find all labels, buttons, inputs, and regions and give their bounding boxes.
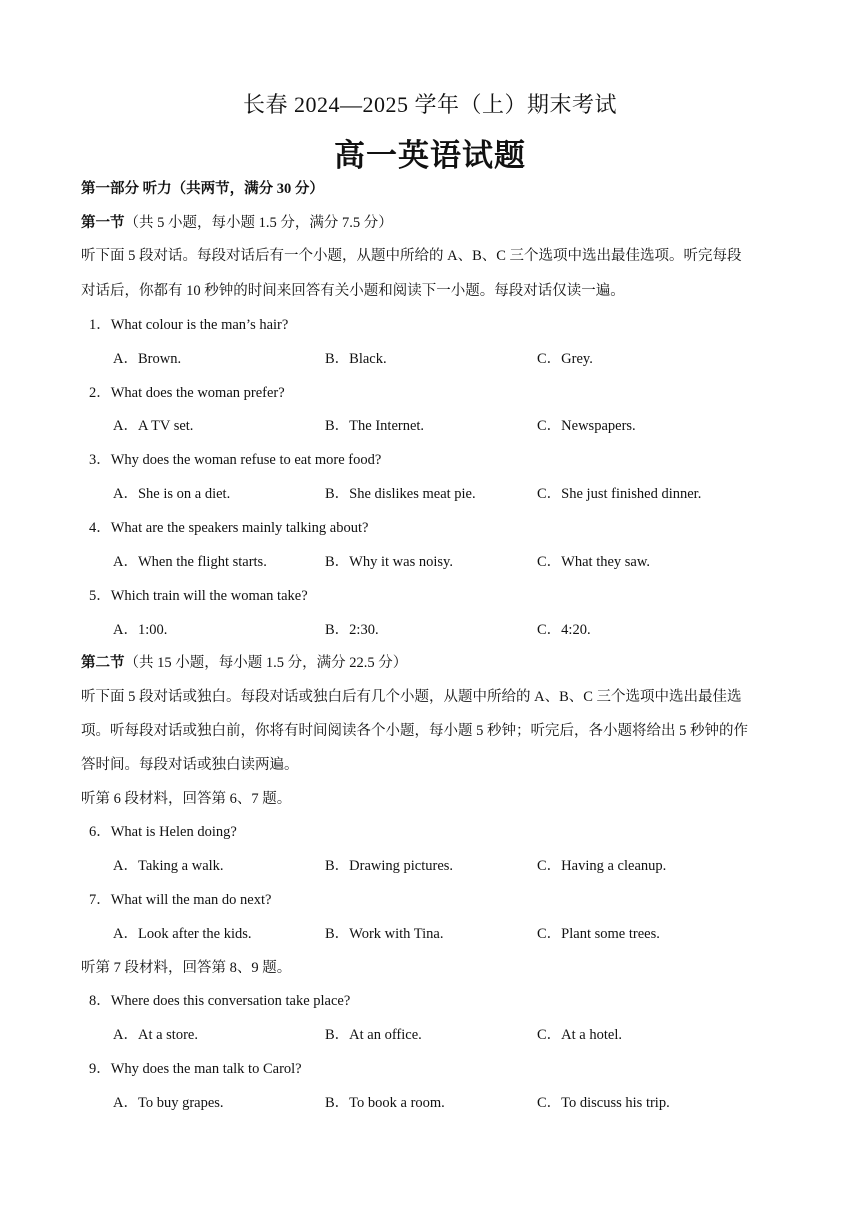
question-number: 6．	[89, 824, 111, 840]
section2-instructions-line2: 项。听每段对话或独白前，你将有时间阅读各个小题，每小题 5 秒钟；听完后，各小题将给出 5 秒钟的作	[81, 723, 748, 739]
material-7-note: 听第 7 段材料，回答第 8、9 题。	[81, 960, 292, 976]
section1-instructions-line2: 对话后，你都有 10 秒钟的时间来回答有关小题和阅读下一小题。每段对话仅读一遍。	[81, 283, 625, 299]
q3-option-b: B．She dislikes meat pie.	[325, 486, 476, 502]
question-text: What are the speakers mainly talking about?	[110, 520, 369, 536]
question-number: 8．	[89, 993, 111, 1009]
question-number: 9．	[89, 1061, 111, 1077]
section2-instructions-line3: 答时间。每段对话或独白读两遍。	[81, 757, 299, 773]
q6-option-a: A．Taking a walk.	[113, 858, 224, 874]
question-9	[89, 1059, 302, 1079]
q3-option-a: A．She is on a diet.	[113, 486, 231, 502]
q9-option-b: B．To book a room.	[325, 1095, 445, 1111]
question-text: Why does the woman refuse to eat more food?	[110, 452, 382, 468]
q2-option-b: B．The Internet.	[325, 418, 425, 434]
q8-option-c: C．At a hotel.	[537, 1027, 622, 1043]
material-6-note: 听第 6 段材料，回答第 6、7 题。	[81, 791, 292, 807]
q1-option-b: B．Black.	[325, 351, 387, 367]
question-text: What will the man do next?	[110, 892, 272, 908]
q4-option-c: C．What they saw.	[537, 554, 651, 570]
question-number: 5．	[89, 588, 111, 604]
section2-heading	[81, 653, 781, 673]
q4-option-b: B．Why it was noisy.	[325, 554, 453, 570]
q5-option-b: B．2:30.	[325, 622, 379, 638]
section2-heading-label: 第二节	[81, 655, 125, 671]
q1-option-c: C．Grey.	[537, 351, 593, 367]
question-4	[89, 518, 368, 538]
q4-option-a: A．When the flight starts.	[113, 554, 267, 570]
question-7	[89, 890, 271, 910]
q3-option-c: C．She just finished dinner.	[537, 486, 702, 502]
question-number: 1．	[89, 317, 111, 333]
q5-option-a: A．1:00.	[113, 622, 168, 638]
q7-option-b: B．Work with Tina.	[325, 926, 444, 942]
question-number: 3．	[89, 452, 111, 468]
q8-option-b: B．At an office.	[325, 1027, 422, 1043]
question-text: Which train will the woman take?	[110, 588, 308, 604]
question-number: 7．	[89, 892, 111, 908]
subject-title: 高一英语试题	[334, 138, 526, 173]
part1-heading: 第一部分 听力（共两节，满分 30 分）	[81, 181, 324, 197]
question-6	[89, 822, 237, 842]
q6-option-b: B．Drawing pictures.	[325, 858, 454, 874]
q9-option-c: C．To discuss his trip.	[537, 1095, 670, 1111]
question-text: What does the woman prefer?	[110, 385, 285, 401]
exam-title: 长春 2024—2025 学年（上）期末考试	[242, 92, 617, 117]
question-text: Where does this conversation take place?	[110, 993, 351, 1009]
question-1	[89, 315, 288, 335]
q7-option-c: C．Plant some trees.	[537, 926, 660, 942]
question-number: 4．	[89, 520, 111, 536]
question-5	[89, 586, 308, 606]
question-3	[89, 450, 381, 470]
q6-option-c: C．Having a cleanup.	[537, 858, 667, 874]
section2-instructions-line1: 听下面 5 段对话或独白。每段对话或独白后有几个小题，从题中所给的 A、B、C 三个选项中选出最佳选	[81, 689, 742, 705]
q2-option-c: C．Newspapers.	[537, 418, 636, 434]
q1-option-a: A．Brown.	[113, 351, 182, 367]
q2-option-a: A．A TV set.	[113, 418, 194, 434]
section1-heading-detail: （共 5 小题，每小题 1.5 分，满分 7.5 分）	[124, 215, 393, 231]
section1-heading-label: 第一节	[81, 215, 125, 231]
q7-option-a: A．Look after the kids.	[113, 926, 252, 942]
q9-option-a: A．To buy grapes.	[113, 1095, 224, 1111]
section2-heading-detail: （共 15 小题，每小题 1.5 分，满分 22.5 分）	[124, 655, 408, 671]
section1-heading	[81, 213, 781, 233]
question-text: What is Helen doing?	[110, 824, 237, 840]
q5-option-c: C．4:20.	[537, 622, 591, 638]
section1-instructions-line1: 听下面 5 段对话。每段对话后有一个小题，从题中所给的 A、B、C 三个选项中选出最佳选项。听完每段	[81, 248, 742, 264]
question-8	[89, 991, 350, 1011]
question-2	[89, 383, 285, 403]
question-text: Why does the man talk to Carol?	[110, 1061, 302, 1077]
q8-option-a: A．At a store.	[113, 1027, 198, 1043]
question-number: 2．	[89, 385, 111, 401]
question-text: What colour is the man’s hair?	[110, 317, 289, 333]
